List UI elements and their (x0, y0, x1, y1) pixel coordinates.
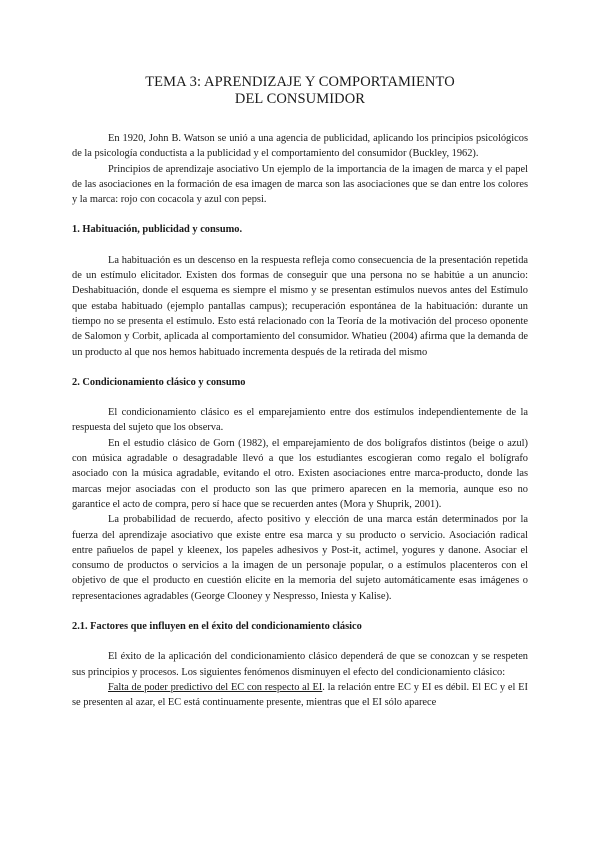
title-line-2: DEL CONSUMIDOR (234, 91, 366, 107)
section-2-heading: 2. Condicionamiento clásico y consumo (72, 376, 246, 388)
section-2-paragraph-2: En el estudio clásico de Gorn (1982), el emparejamiento de dos bolígrafos distintos (beige o azul) con música agradable o desagradable llevó a que los estudiantes escogieran como regalo el bolígrafo asociado con la música agradable, evitando el otro. Existen asociaciones entre marca-producto, donde las marcas mejor asociadas con el producto son las que primero aparecen en la memoria, aunque eso no garantice el acto de compra, pero sí hace que se recuerden antes (Mora y Shuprik, 2001). (72, 437, 528, 510)
document-title (72, 0, 528, 108)
intro-paragraph-1: En 1920, John B. Watson se unió a una agencia de publicidad, aplicando los principios psicológicos de la psicología conductista a la publicidad y el comportamiento del consumidor (Buckley, 1962). (72, 133, 528, 160)
section-2-paragraph-1: El condicionamiento clásico es el emparejamiento entre dos estímulos independientemente de la respuesta del sujeto que los observa. (72, 407, 528, 434)
section-1-heading: 1. Habituación, publicidad y consumo. (72, 224, 243, 236)
section-2-1-paragraph-1: El éxito de la aplicación del condicionamiento clásico dependerá de que se conozcan y se respeten sus principios y procesos. Los siguientes fenómenos disminuyen el efecto del condicionamiento clásico: (72, 651, 528, 678)
section-1-paragraph-1: La habituación es un descenso en la respuesta refleja como consecuencia de la presentación repetida de un estímulo elicitador. Existen dos formas de conseguir que una persona no se habitúe a un anuncio: Deshabituación, donde el esquema es siempre el mismo y se presentan estímulos nuevos antes del Estímulo que estaba habituado (ejemplo pantallas campus); recuperación espontánea de la habituación: durante un tiempo no se presenta el estímulo. Esto está relacionado con la Teoría de la motivación del proceso oponente de Salomon y Corbit, aplicada al comportamiento del consumidor. Whatieu (2004) afirma que la demanda de un producto al que nos hemos habituado incrementa después de la retirada del mismo (72, 254, 528, 358)
paragraph-continuation: . la relación entre EC y EI es débil. El EC y el EI se presenten al azar, el EC está continuamente presente, mientras que el EI sólo aparece (72, 681, 528, 709)
section-2-paragraph-3: La probabilidad de recuerdo, afecto positivo y elección de una marca están determinados por la fuerza del aprendizaje asociativo que existe entre esa marca y su producto o servicio. Asociación radical entre pañuelos de papel y kleenex, los papeles adhesivos y Post-it, actimel, yogures y danone. Asociar el consumo de productos o servicios a la imagen de un personaje popular, o a estímulos placenteros con el objetivo de que el producto en cuestión elicite en la memoria del sujeto automáticamente esas imágenes o representaciones agradables (George Clooney y Nespresso, Iniesta y Kalise). (72, 514, 528, 602)
underlined-phrase: Falta de poder predictivo del EC con respecto al EI (108, 681, 323, 693)
intro-paragraph-2: Principios de aprendizaje asociativo Un ejemplo de la importancia de la imagen de marca y el papel de las asociaciones en la formación de esa imagen de marca son las asociaciones que se dan entre los colores y la marca: rojo con cocacola y azul con pepsi. (72, 163, 528, 206)
section-2-1-heading: 2.1. Factores que influyen en el éxito del condicionamiento clásico (72, 621, 362, 633)
title-line-1: TEMA 3: APRENDIZAJE Y COMPORTAMIENTO (145, 74, 455, 90)
section-2-1-paragraph-2 (72, 680, 528, 711)
